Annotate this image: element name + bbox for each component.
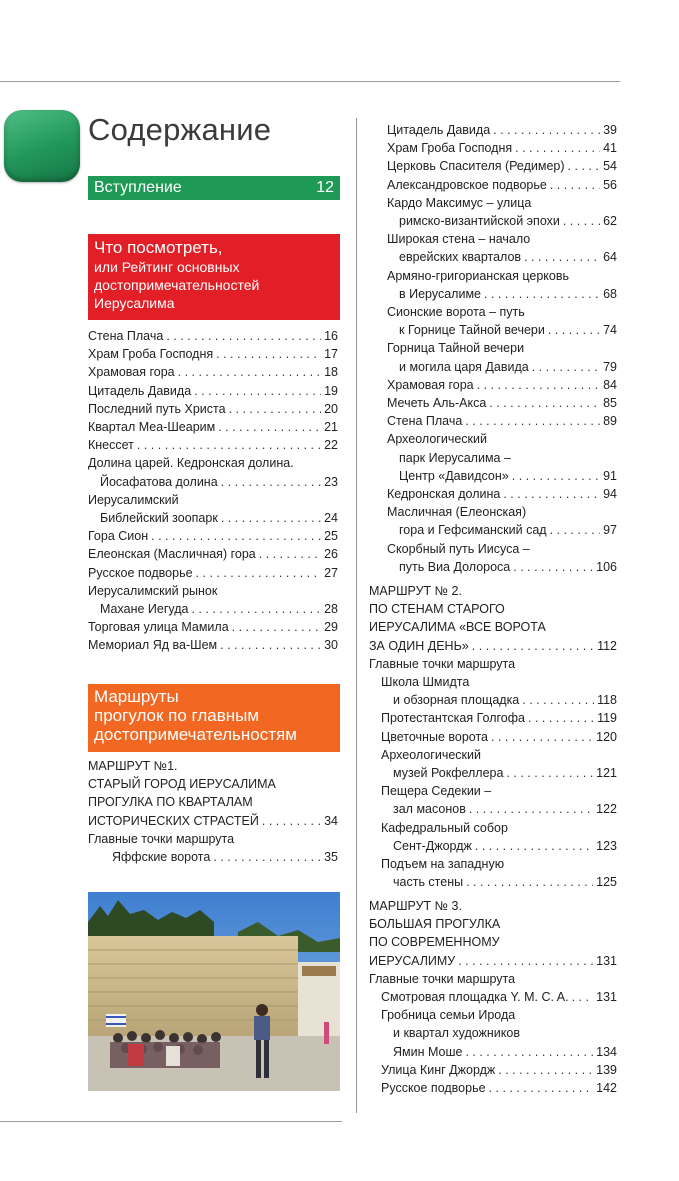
sight-entry-0-label: Стена Плача xyxy=(88,329,164,343)
sight-entry-2-page: 18 xyxy=(324,365,338,380)
route2-point-3-line1: Археологический xyxy=(381,747,481,762)
route2-point-4-line1: Пещера Седекии – xyxy=(381,784,492,799)
sight-entry-11-leader xyxy=(196,564,322,582)
sight-entry-7-leader xyxy=(221,473,321,491)
routes-title-3: достопримечательностям xyxy=(94,725,297,744)
intro-page: 12 xyxy=(316,179,334,196)
route2-point-entry-5-page: 123 xyxy=(596,838,617,853)
sight-entry-5-label: Квартал Меа-Шеарим xyxy=(88,420,216,435)
sight-entry-11-label: Русское подворье xyxy=(88,565,193,580)
route2-point-entry-4-leader xyxy=(469,800,593,818)
route3-heading-entry-label: ИЕРУСАЛИМУ xyxy=(369,953,456,968)
right-entry-3-page: 56 xyxy=(603,177,617,192)
right-entry-10-page: 85 xyxy=(603,396,617,411)
right-entry-9[interactable] xyxy=(387,376,617,394)
route3-block xyxy=(369,897,617,1097)
route1-point-entry-0[interactable] xyxy=(88,848,338,866)
column-divider xyxy=(356,118,357,1113)
right-column-list xyxy=(387,121,617,576)
route1-heading-entry-leader xyxy=(262,812,321,830)
routes-title-2: прогулок по главным xyxy=(94,706,260,725)
sight-entry-13-label: Торговая улица Мамила xyxy=(88,620,229,635)
route2-points-heading: Главные точки маршрута xyxy=(369,656,516,671)
sight-entry-5-page: 21 xyxy=(324,420,338,435)
sight-entry-2-leader xyxy=(178,363,321,381)
sight-entry-11-page: 27 xyxy=(324,565,338,580)
route2-point-entry-0-label: и обзорная площадка xyxy=(393,693,520,708)
right-14-line1: Масличная (Елеонская) xyxy=(387,505,527,520)
right-entry-12-leader xyxy=(512,467,600,485)
right-entry-0-leader xyxy=(493,121,600,139)
sight-entry-0-page: 16 xyxy=(324,329,338,343)
right-entry-11-label: Стена Плача xyxy=(387,414,463,429)
right-entry-11-leader xyxy=(465,412,600,430)
right-entry-1-label: Храм Гроба Господня xyxy=(387,141,513,156)
right-entry-7-leader xyxy=(548,321,600,339)
right-entry-6[interactable] xyxy=(387,285,617,303)
sight-entry-14-leader xyxy=(220,636,321,654)
right-entry-7[interactable] xyxy=(387,321,617,339)
right-entry-13-page: 94 xyxy=(603,487,617,502)
sight-entry-9[interactable] xyxy=(88,527,338,545)
right-12-line1: Археологический xyxy=(387,432,487,447)
route1-heading-2: ПРОГУЛКА ПО КВАРТАЛАМ xyxy=(88,795,253,810)
route1-point-entry-0-leader xyxy=(213,848,321,866)
sight-entry-13-leader xyxy=(232,618,321,636)
right-entry-8-page: 79 xyxy=(603,359,617,374)
route3-heading-entry-leader xyxy=(458,952,593,970)
route3-point-entry-1[interactable] xyxy=(369,1043,617,1061)
sight-entry-10-leader xyxy=(259,545,321,563)
right-15-line1: Скорбный путь Иисуса – xyxy=(387,541,530,556)
right-entry-1[interactable] xyxy=(387,139,617,157)
sight-entry-12-leader xyxy=(191,600,321,618)
route2-point-entry-3-page: 121 xyxy=(596,766,617,781)
route2-point-entry-3-leader xyxy=(506,764,593,782)
sight-entry-7-page: 23 xyxy=(324,474,338,489)
top-rule xyxy=(0,81,620,82)
sight-entry-10-page: 26 xyxy=(324,547,338,562)
route2-point-entry-3-label: музей Рокфеллера xyxy=(393,766,504,781)
route3-heading-1: БОЛЬШАЯ ПРОГУЛКА xyxy=(369,917,501,932)
route1-heading-entry-page: 34 xyxy=(324,813,338,828)
sight-entry-6[interactable] xyxy=(88,436,338,454)
bottom-rule xyxy=(0,1121,342,1122)
right-entry-9-label: Храмовая гора xyxy=(387,377,474,392)
route1-heading-entry-label: ИСТОРИЧЕСКИХ СТРАСТЕЙ xyxy=(88,813,259,828)
route3-point-entry-0[interactable] xyxy=(369,988,617,1006)
route3-heading-0: МАРШРУТ № 3. xyxy=(369,899,462,913)
right-entry-12-label: Центр «Давидсон» xyxy=(399,468,509,483)
route3-point-entry-1-label: Ямин Моше xyxy=(393,1044,463,1059)
sight-entry-1-leader xyxy=(216,345,321,363)
right-6-line1: Армяно-григорианская церковь xyxy=(387,268,570,283)
route3-point-entry-2-leader xyxy=(498,1061,593,1079)
route2-point-entry-0-page: 118 xyxy=(597,693,617,708)
right-entry-6-leader xyxy=(484,285,600,303)
right-entry-15-leader xyxy=(513,558,593,576)
route3-point-entry-3[interactable] xyxy=(369,1079,617,1097)
sight-entry-7-label: Йосафатова долина xyxy=(100,474,218,489)
route2-point-6-line1: Подъем на западную xyxy=(381,857,505,872)
right-entry-13-label: Кедронская долина xyxy=(387,487,501,502)
right-entry-10-label: Мечеть Аль-Акса xyxy=(387,396,487,411)
right-12-line2: парк Иерусалима – xyxy=(399,450,511,465)
route2-point-5-line1: Кафедральный собор xyxy=(381,820,508,835)
intro-label: Вступление xyxy=(94,179,182,196)
sight-8-line1: Иерусалимский xyxy=(88,492,179,507)
route2-heading-0: МАРШРУТ № 2. xyxy=(369,584,462,598)
right-entry-15-page: 106 xyxy=(596,559,617,574)
western-wall-photo xyxy=(88,892,340,1091)
right-entry-13[interactable] xyxy=(387,485,617,503)
route2-point-entry-1[interactable] xyxy=(369,709,617,727)
right-entry-2-label: Церковь Спасителя (Редимер) xyxy=(387,159,565,174)
right-entry-0[interactable] xyxy=(387,121,617,139)
right-entry-2[interactable] xyxy=(387,157,617,175)
route3-point-1-line2: и квартал художников xyxy=(393,1026,520,1041)
sights-list xyxy=(88,327,338,655)
route2-heading-2: ИЕРУСАЛИМА «ВСЕ ВОРОТА xyxy=(369,620,546,635)
right-entry-2-page: 54 xyxy=(603,159,617,174)
sight-entry-0-leader xyxy=(166,327,321,345)
right-entry-3[interactable] xyxy=(387,176,617,194)
sight-entry-0[interactable] xyxy=(88,327,338,345)
sight-entry-2[interactable] xyxy=(88,363,338,381)
sight-entry-14-label: Мемориал Яд ва-Шем xyxy=(88,638,218,653)
sight-entry-12-label: Махане Иегуда xyxy=(100,602,189,617)
sight-entry-4[interactable] xyxy=(88,400,338,418)
right-entry-7-page: 74 xyxy=(603,323,617,338)
sight-entry-8-label: Библейский зоопарк xyxy=(100,511,218,526)
right-entry-15-label: путь Виа Долороса xyxy=(399,559,511,574)
route3-point-entry-0-page: 131 xyxy=(596,990,617,1005)
route2-heading-1: ПО СТЕНАМ СТАРОГО xyxy=(369,602,505,617)
sight-entry-6-label: Кнессет xyxy=(88,438,134,453)
intro-bar[interactable] xyxy=(88,176,340,200)
right-entry-10-leader xyxy=(489,394,600,412)
sight-entry-10[interactable] xyxy=(88,545,338,563)
sight-entry-4-label: Последний путь Христа xyxy=(88,401,226,416)
route1-heading-1: СТАРЫЙ ГОРОД ИЕРУСАЛИМА xyxy=(88,777,276,792)
right-entry-6-page: 68 xyxy=(603,286,617,301)
route3-point-entry-3-page: 142 xyxy=(596,1081,617,1096)
sight-entry-13-page: 29 xyxy=(324,620,338,635)
sight-entry-14[interactable] xyxy=(88,636,338,654)
right-entry-4-page: 62 xyxy=(603,214,617,229)
right-entry-10[interactable] xyxy=(387,394,617,412)
sight-entry-9-label: Гора Сион xyxy=(88,529,149,544)
route1-heading-0: МАРШРУТ №1. xyxy=(88,759,178,773)
route2-point-entry-6-leader xyxy=(466,873,593,891)
sights-subtitle-2: достопримечательностей xyxy=(94,277,260,293)
right-entry-4[interactable] xyxy=(387,212,617,230)
sight-entry-12-page: 28 xyxy=(324,602,338,617)
right-entry-15[interactable] xyxy=(387,558,617,576)
route2-point-entry-3[interactable] xyxy=(369,764,617,782)
route2-point-entry-2[interactable] xyxy=(369,728,617,746)
route1-point-entry-0-page: 35 xyxy=(324,850,338,865)
right-entry-1-page: 41 xyxy=(603,141,617,156)
route2-point-entry-2-leader xyxy=(491,728,593,746)
sight-7-line1: Долина царей. Кедронская долина. xyxy=(88,456,294,471)
route2-point-entry-2-label: Цветочные ворота xyxy=(381,729,488,744)
sight-entry-3-page: 19 xyxy=(324,383,338,398)
right-entry-3-label: Александровское подворье xyxy=(387,177,547,192)
routes-title-1: Маршруты xyxy=(94,687,179,706)
route2-point-entry-6-page: 125 xyxy=(596,875,617,890)
sight-entry-6-leader xyxy=(137,436,321,454)
right-entry-5-label: еврейских кварталов xyxy=(399,250,522,265)
route3-points-heading: Главные точки маршрута xyxy=(369,971,516,986)
right-entry-1-leader xyxy=(515,139,600,157)
route3-point-entry-1-page: 134 xyxy=(596,1044,617,1059)
right-entry-0-label: Цитадель Давида xyxy=(387,123,491,137)
route1-block xyxy=(88,757,338,866)
sight-entry-9-page: 25 xyxy=(324,529,338,544)
right-entry-14-leader xyxy=(550,521,601,539)
right-entry-4-label: римско-византийской эпохи xyxy=(399,214,560,229)
sight-entry-1-label: Храм Гроба Господня xyxy=(88,347,214,362)
right-entry-14-label: гора и Гефсиманский сад xyxy=(399,523,547,538)
right-8-line1: Горница Тайной вечери xyxy=(387,341,525,356)
route2-point-entry-5-label: Сент-Джордж xyxy=(393,838,472,853)
right-entry-11-page: 89 xyxy=(603,414,617,429)
route2-point-entry-4-page: 122 xyxy=(596,802,617,817)
right-entry-12-page: 91 xyxy=(603,468,617,483)
route3-point-entry-1-leader xyxy=(465,1043,593,1061)
route3-point-entry-2[interactable] xyxy=(369,1061,617,1079)
route2-point-0-line1: Школа Шмидта xyxy=(381,675,470,690)
sight-entry-3-leader xyxy=(194,382,321,400)
route3-point-entry-3-label: Русское подворье xyxy=(381,1081,486,1096)
sight-entry-8-leader xyxy=(221,509,321,527)
sight-entry-3-label: Цитадель Давида xyxy=(88,383,192,398)
right-entry-5-page: 64 xyxy=(603,250,617,265)
sights-subtitle-3: Иерусалима xyxy=(94,295,175,311)
sight-entry-11[interactable] xyxy=(88,564,338,582)
right-entry-13-leader xyxy=(503,485,600,503)
right-entry-0-page: 39 xyxy=(603,123,617,137)
route2-heading-entry-label: ЗА ОДИН ДЕНЬ» xyxy=(369,638,469,653)
route1-point-entry-0-label: Яффские ворота xyxy=(112,850,211,865)
sight-12-line1: Иерусалимский рынок xyxy=(88,583,218,598)
right-entry-9-page: 84 xyxy=(603,377,617,392)
route3-heading-entry-page: 131 xyxy=(596,953,617,968)
sight-entry-6-page: 22 xyxy=(324,438,338,453)
right-entry-4-leader xyxy=(563,212,600,230)
right-entry-7-label: к Горнице Тайной вечери xyxy=(399,323,545,338)
route3-heading-2: ПО СОВРЕМЕННОМУ xyxy=(369,935,500,950)
right-4-line1: Кардо Максимус – улица xyxy=(387,195,532,210)
route2-heading-entry[interactable] xyxy=(369,637,617,655)
routes-section-header xyxy=(88,684,340,752)
route2-point-entry-1-page: 119 xyxy=(597,711,617,726)
right-5-line1: Широкая стена – начало xyxy=(387,232,531,247)
route1-heading-entry[interactable] xyxy=(88,812,338,830)
right-7-line1: Сионские ворота – путь xyxy=(387,305,525,320)
right-entry-12[interactable] xyxy=(387,467,617,485)
route2-heading-entry-leader xyxy=(472,637,594,655)
right-entry-8[interactable] xyxy=(387,358,617,376)
right-entry-6-label: в Иерусалиме xyxy=(399,286,481,301)
route2-point-entry-6[interactable] xyxy=(369,873,617,891)
route1-points-heading: Главные точки маршрута xyxy=(88,831,235,846)
route3-point-entry-2-page: 139 xyxy=(596,1062,617,1077)
sight-entry-8-page: 24 xyxy=(324,511,338,526)
sight-entry-10-label: Елеонская (Масличная) гора xyxy=(88,547,256,562)
right-entry-11[interactable] xyxy=(387,412,617,430)
route3-point-entry-3-leader xyxy=(489,1079,594,1097)
right-entry-3-leader xyxy=(550,176,600,194)
sight-entry-13[interactable] xyxy=(88,618,338,636)
route3-point-entry-2-label: Улица Кинг Джордж xyxy=(381,1062,496,1077)
sight-entry-1-page: 17 xyxy=(324,347,338,362)
right-entry-9-leader xyxy=(477,376,600,394)
sight-entry-4-leader xyxy=(229,400,322,418)
route2-point-entry-0[interactable] xyxy=(369,691,617,709)
sights-section-header xyxy=(88,234,340,320)
page-title: Содержание xyxy=(88,112,272,147)
route2-point-entry-1-leader xyxy=(528,709,594,727)
right-entry-2-leader xyxy=(568,157,601,175)
route2-heading-entry-page: 112 xyxy=(597,638,617,653)
route2-point-entry-0-leader xyxy=(522,691,594,709)
route3-point-1-line1: Гробница семьи Ирода xyxy=(381,1008,516,1023)
sight-entry-1[interactable] xyxy=(88,345,338,363)
sight-entry-7[interactable] xyxy=(88,473,338,491)
sight-entry-8[interactable] xyxy=(88,509,338,527)
sight-entry-2-label: Храмовая гора xyxy=(88,365,175,380)
sight-entry-5-leader xyxy=(218,418,321,436)
route2-point-entry-2-page: 120 xyxy=(596,729,617,744)
sight-entry-12[interactable] xyxy=(88,600,338,618)
sight-entry-4-page: 20 xyxy=(324,401,338,416)
route2-point-entry-6-label: часть стены xyxy=(393,875,464,890)
sight-entry-9-leader xyxy=(151,527,321,545)
sight-entry-5[interactable] xyxy=(88,418,338,436)
route2-point-entry-5[interactable] xyxy=(369,837,617,855)
right-entry-8-label: и могила царя Давида xyxy=(399,359,529,374)
right-entry-14[interactable] xyxy=(387,521,617,539)
route2-point-entry-4[interactable] xyxy=(369,800,617,818)
sights-subtitle-1: или Рейтинг основных xyxy=(94,259,240,275)
sight-entry-3[interactable] xyxy=(88,382,338,400)
route2-point-entry-5-leader xyxy=(475,837,593,855)
route2-point-entry-1-label: Протестантская Голгофа xyxy=(381,711,525,726)
photo-illustration xyxy=(88,892,340,1091)
route3-point-entry-0-leader xyxy=(572,988,594,1006)
right-entry-5[interactable] xyxy=(387,248,617,266)
sight-entry-14-page: 30 xyxy=(324,638,338,653)
route2-block xyxy=(369,582,617,891)
green-tab-marker xyxy=(4,110,80,182)
right-entry-5-leader xyxy=(524,248,600,266)
right-entry-14-page: 97 xyxy=(603,523,617,538)
sights-title: Что посмотреть, xyxy=(94,238,223,257)
right-entry-8-leader xyxy=(532,358,600,376)
route2-point-entry-4-label: зал масонов xyxy=(393,802,466,817)
route3-point-entry-0-label: Смотровая площадка Y. M. C. A. xyxy=(381,990,569,1005)
route3-heading-entry[interactable] xyxy=(369,952,617,970)
